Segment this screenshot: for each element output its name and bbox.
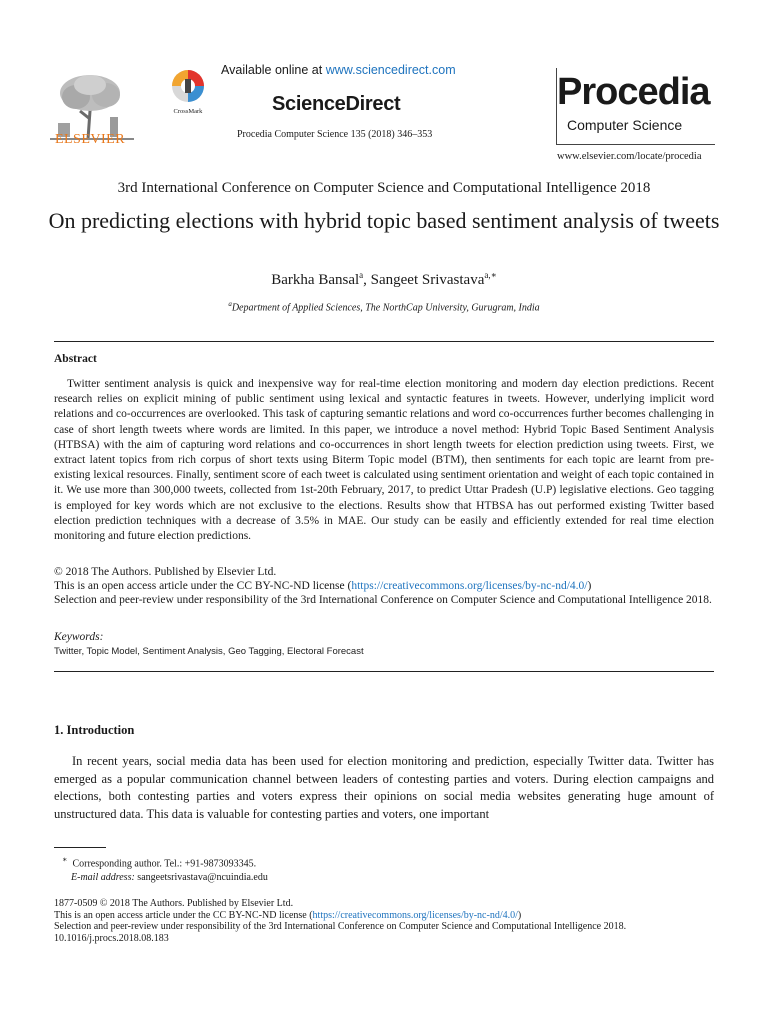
author-name: Sangeet Srivastava [370,272,485,288]
affiliation-text: Department of Applied Sciences, The NorthCap University, Gurugram, India [231,302,540,314]
affiliation [0,300,768,313]
open-access-line [54,579,714,593]
peer-review-line: Selection and peer-review under responsibility of the 3rd International Conference on Computer Science and Computational Intelligence 2018. [54,594,712,607]
author-name: Barkha Bansal [271,272,360,288]
crossmark-icon[interactable] [168,68,208,116]
journal-homepage-link[interactable]: www.elsevier.com/locate/procedia [557,151,702,162]
issn-line: 1877-0509 © 2018 The Authors. Published by Elsevier Ltd. [54,898,294,909]
footnote [62,853,268,885]
open-access-prefix: This is an open access article under the CC BY-NC-ND license ( [54,580,352,593]
corresponding-author-text: Corresponding author. Tel.: +91-9873093345. [72,858,257,870]
abstract-text: Twitter sentiment analysis is quick and inexpensive way for real-time election monitoring and modern day election predictions. Recent research relies on explicit mining of public sentiment using lexical and syntactic features in tweets. However, underlying implicit word relations and co-occurrences are overlooked. This task of capturing semantic relations and word co-occurrences further becomes challenging in case of short length tweets where words are limited. In this paper, we introduce a novel method: Hybrid Topic Based Sentiment Analysis (HTBSA) with the aim of capturing word relations and co-occurrences in short length tweets for election prediction using tweets. First, we extract latent topics from rich corpus of short texts using Biterm Topic model (BTM), then sentiments for each topic are learnt from pre-existing lexical resources. Finally, sentiment score of each tweet is calculated using sentiment orientation and weight of each topic contained in it. We use more than 300,000 tweets, collected from 1st-20th February, 2017, to predict Uttar Pradesh (U.P) legislative elections. Geo tagging is employed for key words which are not exclusive to the elections. Results show that HTBSA has out performed existing Twitter based election prediction techniques with a decrease of 3.5% in MAE. Our study can be easily and efficiently extended for real time election monitoring and future election predictions. [54,378,714,543]
license-block [54,565,714,608]
publication-info [54,898,714,944]
author-affiliation-mark: a,∗ [484,270,497,280]
introduction-text: In recent years, social media data has been used for election monitoring and prediction, especially Twitter data. Twitter has emerged as a popular communication channel between leaders of contesting parties and voters. During election campaigns and elections, both contesting parties and voters express their opinions on social media websites generating huge amount of unstructured data. This data is valuable for contesting parties and voters, one important [54,754,714,821]
footnote-mark: ∗ [62,855,68,864]
procedia-logo-subtitle: Computer Science [567,117,683,133]
email-label: E-mail address: [71,872,135,884]
open-access-prefix: This is an open access article under the CC BY-NC-ND license ( [54,909,313,921]
open-access-suffix: ) [587,580,592,593]
section-heading-introduction: 1. Introduction [54,723,135,737]
author-list [0,270,768,289]
author-separator: , [363,272,371,288]
availability-line [221,63,456,77]
email-line [62,871,268,885]
keywords-heading: Keywords: [54,631,104,643]
open-access-suffix: ) [517,909,522,921]
affiliation-mark: a [228,300,232,308]
author-affiliation-mark: a [359,270,364,280]
procedia-logo-title: Procedia [557,71,710,113]
footnote-rule [54,847,106,848]
available-prefix: Available online at [221,63,323,77]
corresponding-author-line [62,853,268,871]
paper-title: On predicting elections with hybrid topic based sentiment analysis of tweets [48,208,720,233]
doi-line[interactable]: 10.1016/j.procs.2018.08.183 [54,932,169,944]
sciencedirect-title: ScienceDirect [272,93,401,115]
crossmark-label: CrossMark [173,108,203,115]
peer-review-line: Selection and peer-review under responsibility of the 3rd International Conference on Computer Science and Computational Intelligence 2018. [54,921,627,933]
license-link[interactable]: https://creativecommons.org/licenses/by-nc-nd/4.0/ [351,580,588,593]
conference-name: 3rd International Conference on Computer Science and Computational Intelligence 2018 [117,180,651,196]
divider [54,341,714,342]
license-link[interactable]: https://creativecommons.org/licenses/by-nc-nd/4.0/ [312,909,518,921]
keywords-list: Twitter, Topic Model, Sentiment Analysis, Geo Tagging, Electoral Forecast [54,646,364,657]
elsevier-wordmark: ELSEVIER [54,132,126,147]
copyright-line: © 2018 The Authors. Published by Elsevier Ltd. [54,566,277,578]
open-access-line [54,910,714,922]
divider [54,671,714,672]
sciencedirect-link[interactable]: www.sciencedirect.com [325,63,456,77]
abstract-heading: Abstract [54,353,97,365]
journal-reference: Procedia Computer Science 135 (2018) 346–353 [237,129,433,140]
email-address[interactable]: sangeetsrivastava@ncuindia.edu [137,872,268,884]
